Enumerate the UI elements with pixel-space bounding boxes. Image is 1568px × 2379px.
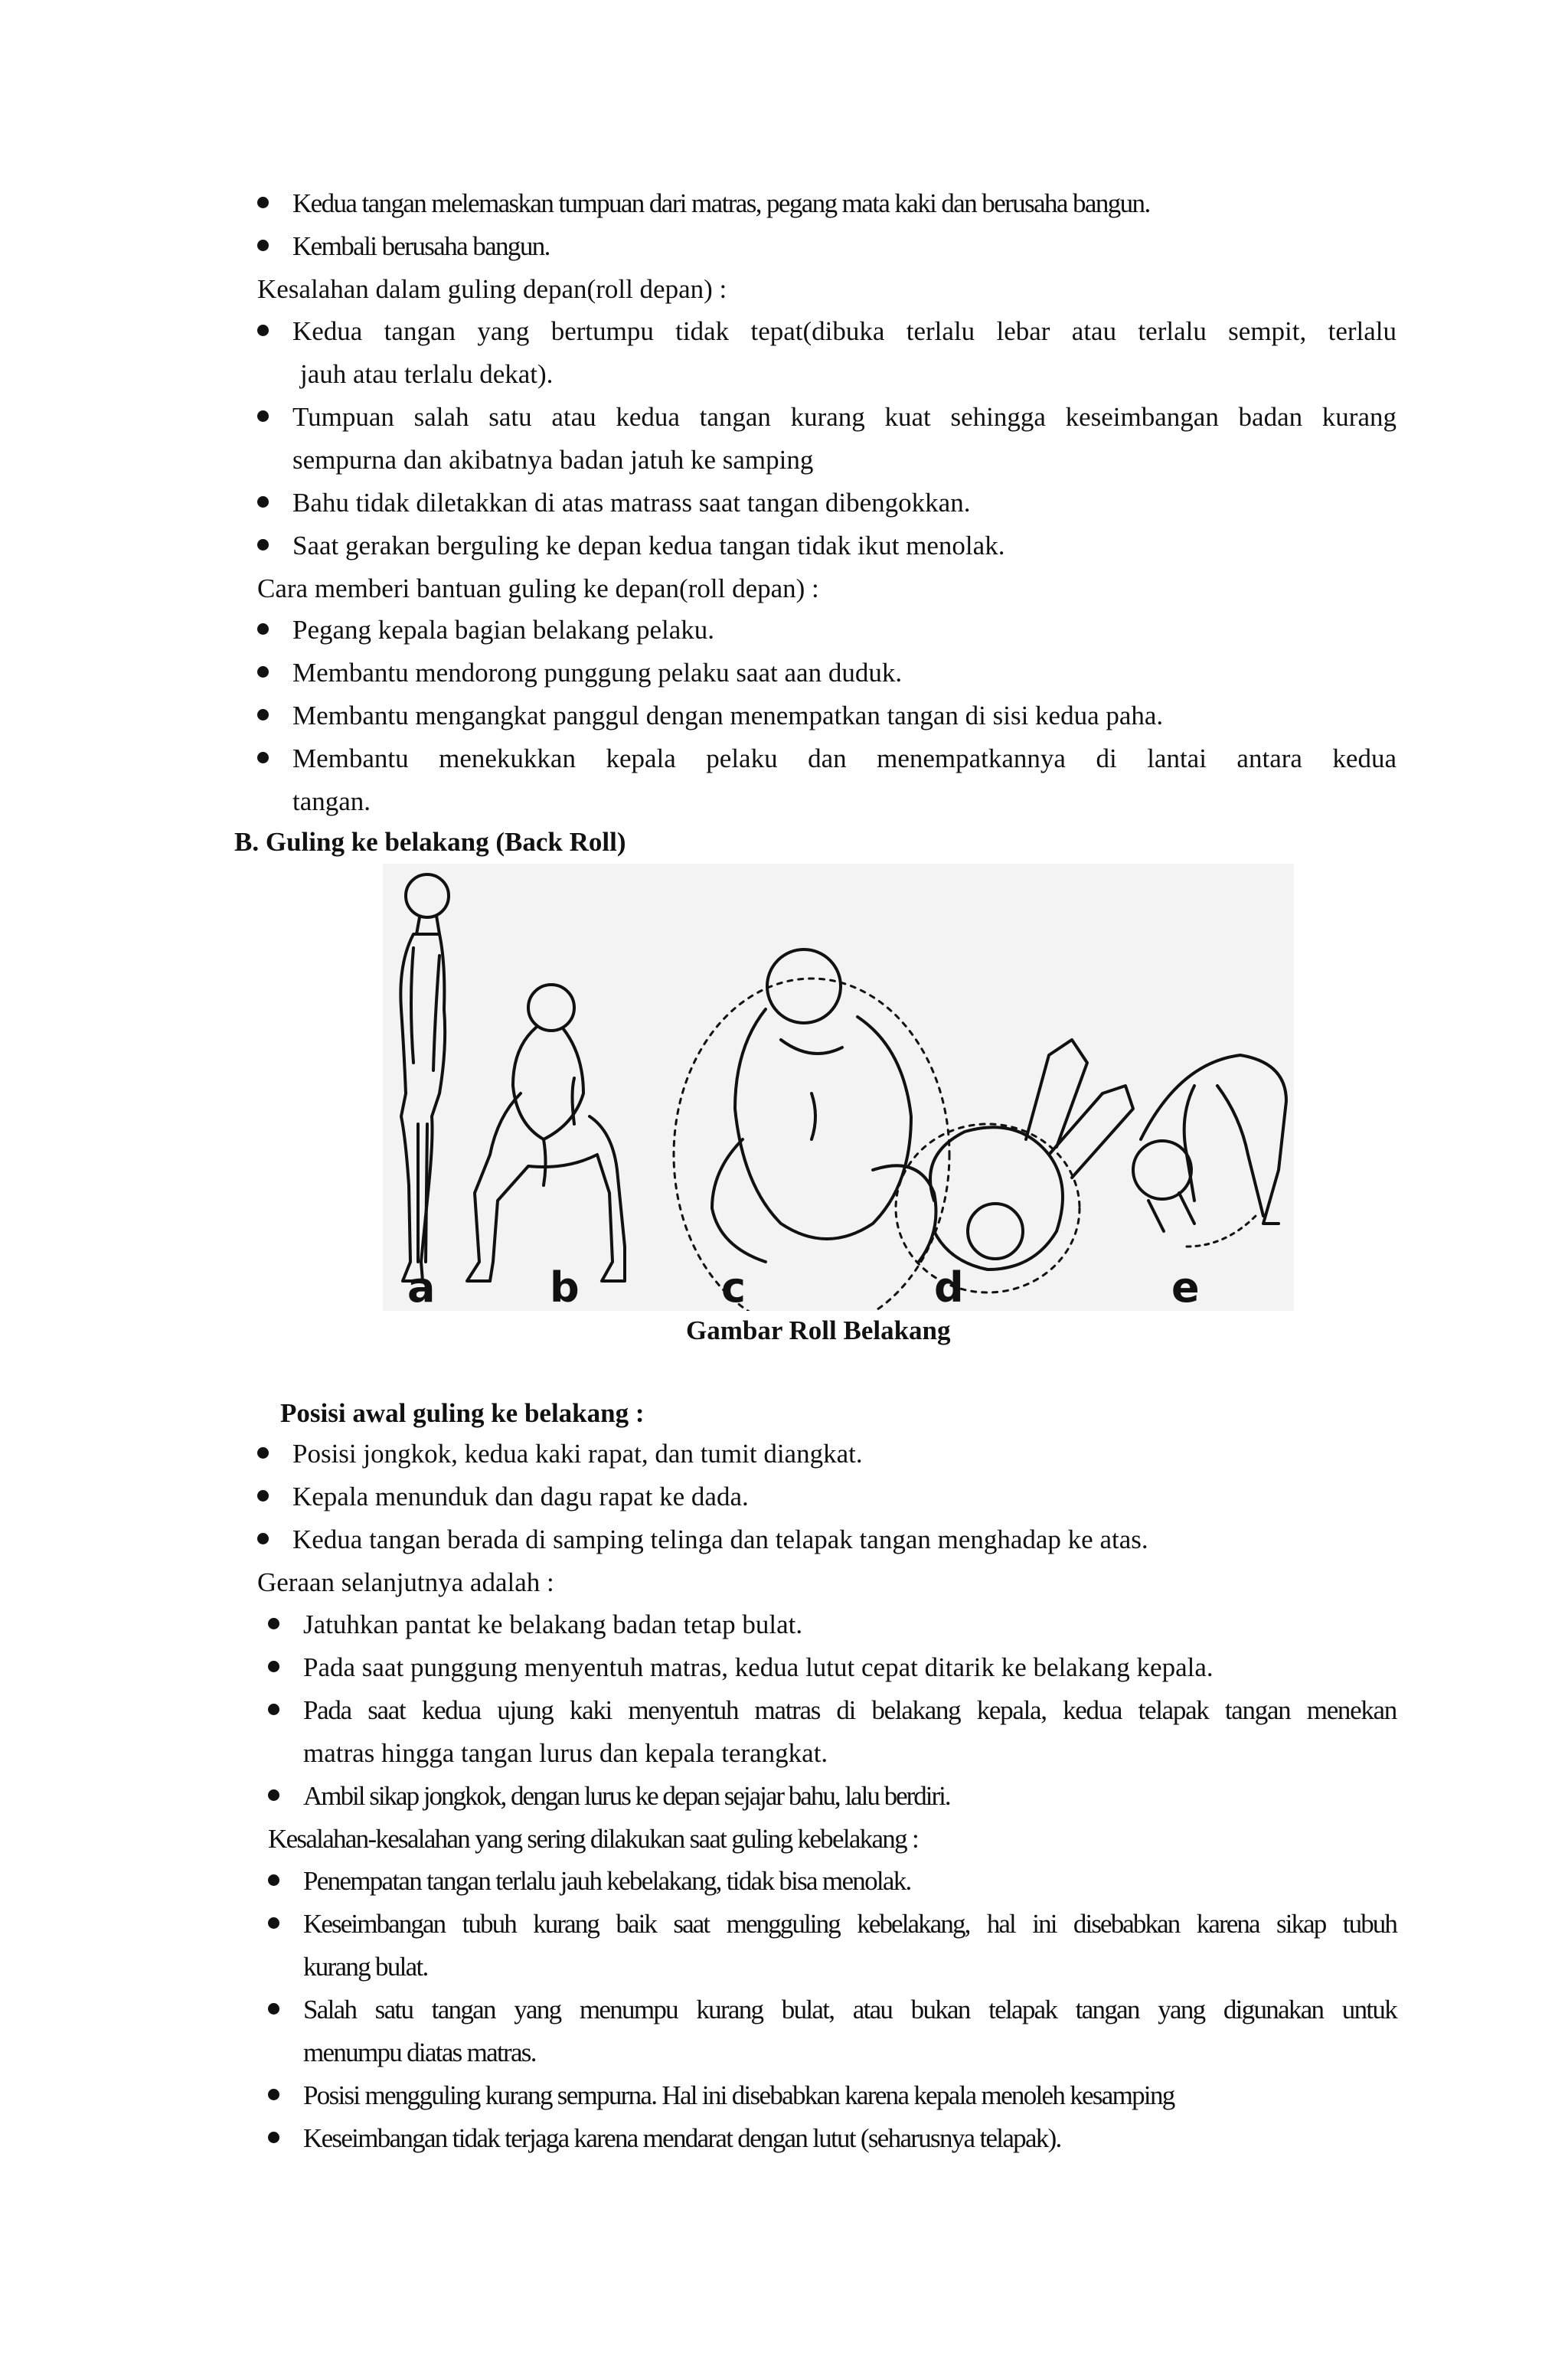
bullet-text: Membantu mendorong punggung pelaku saat aan duduk. [292, 658, 903, 688]
figure-letter-c: c [721, 1263, 746, 1311]
bullet-text: Kepala menunduk dan dagu rapat ke dada. [292, 1482, 749, 1511]
bullet-text: Membantu menekukkan kepala pelaku dan menempatkannya di lantai antara kedua [292, 743, 1396, 773]
bullet-dot [257, 623, 269, 635]
figure-pose-a [400, 874, 449, 1281]
bullet-dot [257, 240, 269, 251]
bullet-text: Pada saat kedua ujung kaki menyentuh matras di belakang kepala, kedua telapak tangan menekan [303, 1695, 1396, 1725]
bullet-dot [268, 1874, 279, 1886]
bullet-text-continuation: jauh atau terlalu dekat). [300, 359, 554, 389]
bullet-text: Posisi mengguling kurang sempurna. Hal ini disebabkan karena kepala menoleh kesamping [303, 2080, 1174, 2110]
bullet-text-continuation: sempurna dan akibatnya badan jatuh ke samping [292, 445, 814, 475]
figure-pose-c [674, 949, 949, 1311]
bullet-dot [257, 1447, 269, 1459]
bullet-text: Keseimbangan tubuh kurang baik saat mengguling kebelakang, hal ini disebabkan karena sikap tubuh [303, 1909, 1396, 1939]
figure-pose-e [1133, 1055, 1286, 1247]
bullet-dot [257, 496, 269, 508]
bullet-text-continuation: matras hingga tangan lurus dan kepala terangkat. [303, 1738, 828, 1768]
figure-letter-e: e [1171, 1263, 1200, 1311]
bullet-text: Kembali berusaha bangun. [292, 231, 550, 261]
bullet-dot [257, 325, 269, 336]
figure-pose-b [467, 985, 625, 1281]
bullet-dot [268, 1704, 279, 1715]
bullet-dot [257, 1533, 269, 1544]
bullet-dot [257, 410, 269, 422]
figure-letter-b: b [550, 1263, 580, 1311]
bullet-dot [257, 752, 269, 763]
bullet-dot [268, 2089, 279, 2100]
bullet-dot [268, 1789, 279, 1801]
bullet-text: Membantu mengangkat panggul dengan menempatkan tangan di sisi kedua paha. [292, 701, 1164, 730]
figure-letter-a: a [407, 1263, 436, 1311]
bullet-text: Pegang kepala bagian belakang pelaku. [292, 615, 715, 645]
bullet-text: Penempatan tangan terlalu jauh kebelakang, tidak bisa menolak. [303, 1866, 911, 1896]
bullet-text: Tumpuan salah satu atau kedua tangan kurang kuat sehingga keseimbangan badan kurang [292, 402, 1396, 432]
back-roll-figure [383, 864, 1294, 1311]
kesalahan-belakang-heading: Kesalahan-kesalahan yang sering dilakukan saat guling kebelakang : [268, 1824, 918, 1854]
bullet-dot [257, 1490, 269, 1502]
bullet-dot [268, 2132, 279, 2143]
bullet-text-continuation: menumpu diatas matras. [303, 2038, 536, 2067]
section-b-heading: B. Guling ke belakang (Back Roll) [234, 827, 626, 857]
bullet-dot [268, 1618, 279, 1629]
gerakan-heading: Geraan selanjutnya adalah : [257, 1567, 554, 1597]
bullet-text: Kedua tangan melemaskan tumpuan dari matras, pegang mata kaki dan berusaha bangun. [292, 188, 1150, 218]
bullet-text: Jatuhkan pantat ke belakang badan tetap bulat. [303, 1609, 803, 1639]
figure-caption: Gambar Roll Belakang [686, 1315, 951, 1345]
figure-letter-d: d [934, 1263, 964, 1311]
bullet-dot [257, 539, 269, 551]
bullet-text: Posisi jongkok, kedua kaki rapat, dan tumit diangkat. [292, 1439, 863, 1469]
bullet-text: Keseimbangan tidak terjaga karena mendarat dengan lutut (seharusnya telapak). [303, 2123, 1061, 2153]
bullet-text: Bahu tidak diletakkan di atas matrass saat tangan dibengokkan. [292, 488, 971, 518]
bullet-text: Salah satu tangan yang menumpu kurang bulat, atau bukan telapak tangan yang digunakan untuk [303, 1995, 1396, 2024]
bullet-text: Saat gerakan berguling ke depan kedua tangan tidak ikut menolak. [292, 531, 1005, 560]
bullet-text: Kedua tangan yang bertumpu tidak tepat(dibuka terlalu lebar atau terlalu sempit, terlalu [292, 316, 1396, 346]
posisi-awal-heading: Posisi awal guling ke belakang : [280, 1398, 645, 1428]
bullet-text-continuation: kurang bulat. [303, 1952, 428, 1982]
bullet-text: Kedua tangan berada di samping telinga dan telapak tangan menghadap ke atas. [292, 1524, 1148, 1554]
figure-pose-d [896, 1040, 1133, 1292]
bullet-dot [257, 666, 269, 678]
bullet-dot [268, 1917, 279, 1929]
bantuan-heading: Cara memberi bantuan guling ke depan(roll depan) : [257, 574, 819, 603]
bullet-text: Ambil sikap jongkok, dengan lurus ke depan sejajar bahu, lalu berdiri. [303, 1781, 950, 1811]
bullet-text: Pada saat punggung menyentuh matras, kedua lutut cepat ditarik ke belakang kepala. [303, 1652, 1214, 1682]
bullet-dot [268, 2003, 279, 2015]
bullet-text-continuation: tangan. [292, 786, 371, 816]
kesalahan-depan-heading: Kesalahan dalam guling depan(roll depan) : [257, 274, 727, 304]
bullet-dot [257, 709, 269, 721]
bullet-dot [268, 1661, 279, 1672]
bullet-dot [257, 197, 269, 208]
